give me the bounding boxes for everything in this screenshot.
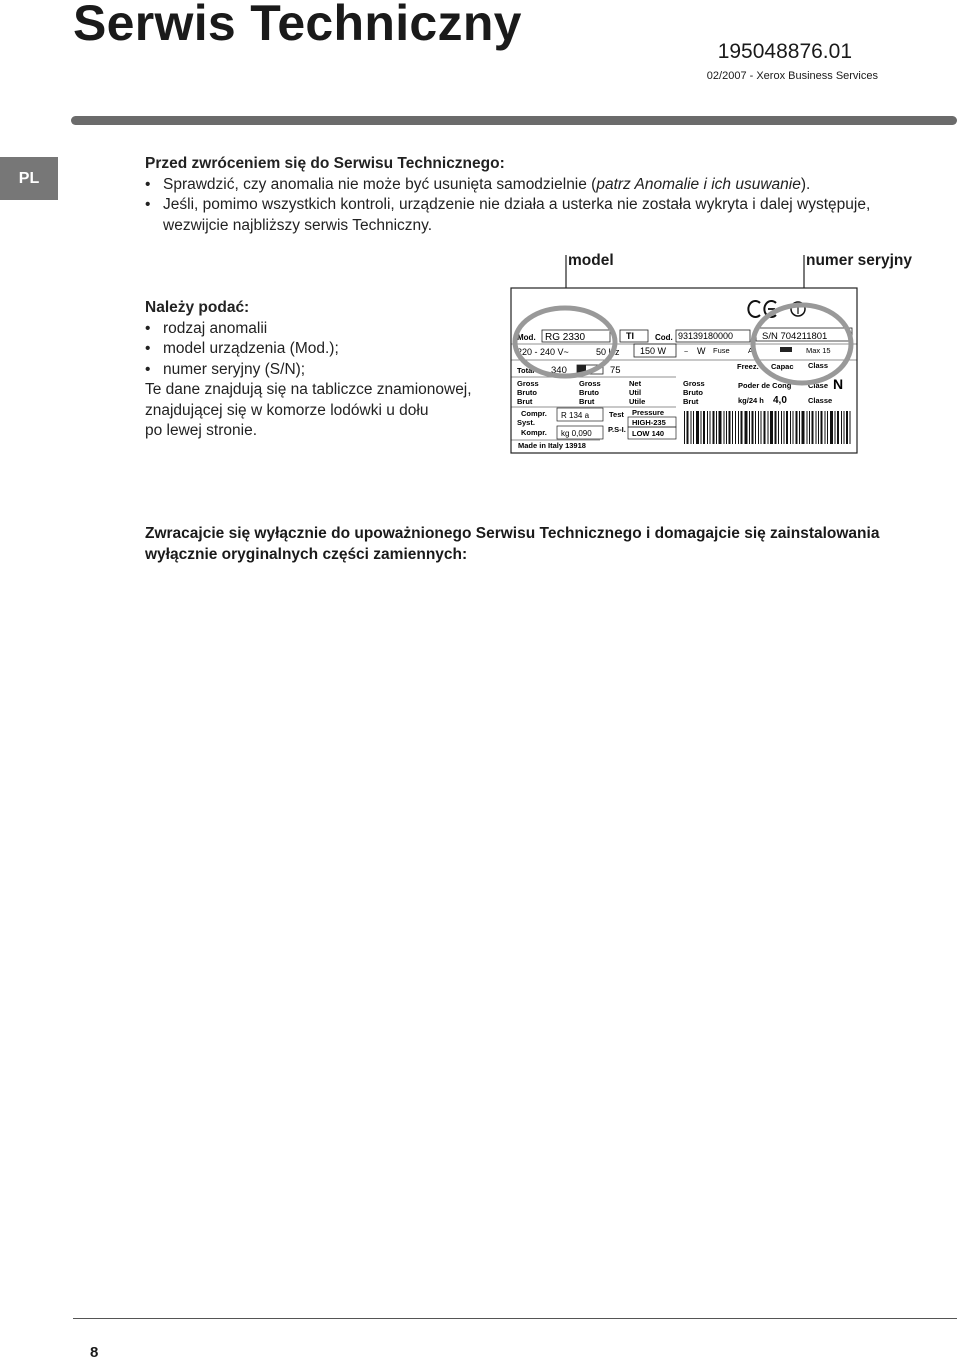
barcode-bar: [710, 411, 711, 444]
barcode-bar: [741, 411, 743, 444]
barcode-bar: [835, 411, 836, 444]
barcode-bar: [749, 411, 750, 444]
callout-model-label: model: [568, 252, 614, 269]
barcode-bar: [716, 411, 717, 444]
barcode-bar: [761, 411, 762, 444]
plate-psi: P.S-I.: [608, 425, 626, 434]
plate-max: Max 15: [806, 346, 831, 355]
barcode-bar: [796, 411, 798, 444]
barcode-bar: [850, 411, 851, 444]
plate-net: Util: [629, 388, 642, 397]
barcode-bar: [724, 411, 725, 444]
provide-item-text: model urządzenia (Mod.);: [163, 340, 339, 357]
plate-kompr: Kompr.: [521, 428, 547, 437]
page-number: 8: [90, 1344, 99, 1361]
barcode-bar: [707, 411, 708, 444]
barcode-bar: [693, 411, 694, 444]
plate-voltage: 220 - 240 V~: [517, 347, 569, 357]
footer-divider: [73, 1318, 957, 1319]
intro-bullet-2-line1: Jeśli, pomimo wszystkich kontroli, urządzenie nie działa a usterka nie została wykryta i dalej występuje,: [163, 196, 871, 213]
plate-freez: Freez.: [737, 362, 759, 371]
notice-text: [145, 523, 945, 565]
barcode-bar: [793, 411, 794, 444]
plate-serial: S/N 704211801: [762, 331, 828, 342]
plate-gross1: Gross: [517, 379, 539, 388]
barcode-bar: [758, 411, 759, 444]
plate-pressure: Pressure: [632, 408, 665, 417]
intro-bullet-1-italic: patrz Anomalie i ich usuwanie: [596, 175, 801, 193]
callout-serial-label: numer seryjny: [806, 252, 912, 269]
barcode-bar: [687, 411, 689, 444]
plate-net: Net: [629, 379, 642, 388]
barcode-bar: [755, 411, 756, 444]
barcode-bar: [768, 411, 769, 444]
plate-gross2: Gross: [579, 379, 601, 388]
barcode-bar: [696, 411, 699, 444]
plate-gross1: Brut: [517, 397, 533, 406]
plate-mod-label: Mod.: [517, 333, 536, 342]
plate-class: Class: [808, 361, 829, 370]
plate-low: LOW 140: [632, 429, 665, 438]
rating-plate-illustration: [0, 0, 960, 470]
plate-gross2: Bruto: [579, 388, 599, 397]
barcode-bar: [821, 411, 823, 444]
provide-item-text: rodzaj anomalii: [163, 319, 268, 337]
plate-capac: Capac: [771, 362, 794, 371]
plate-gross3: Bruto: [683, 388, 703, 397]
plate-made-in: Made in Italy 13918: [518, 441, 586, 450]
barcode-bar: [784, 411, 785, 444]
plate-clase-value: N: [833, 376, 844, 392]
barcode-bar: [786, 411, 788, 444]
barcode-bar: [812, 411, 814, 444]
notice-line: wyłącznie oryginalnych części zamiennych:: [145, 546, 468, 563]
bullet-dot: •: [145, 340, 151, 357]
plate-amp: A: [748, 346, 754, 355]
barcode-bar: [809, 411, 810, 444]
page-title: Serwis Techniczny: [73, 0, 522, 51]
barcode-bar: [719, 411, 722, 444]
bullet-dot: •: [145, 360, 151, 378]
intro-bullet-2-line2: wezwijcie najbliższy serwis Techniczny.: [163, 216, 433, 234]
intro-bullet-1-prefix: Sprawdzić, czy anomalia nie może być usunięta samodzielnie (: [163, 175, 597, 193]
plate-hz: 50 Hz: [596, 347, 620, 357]
barcode-bar: [684, 411, 685, 444]
plate-gross3: Gross: [683, 379, 705, 388]
plate-kg24-value: 4,0: [773, 395, 787, 406]
barcode-bar: [735, 411, 736, 444]
barcode-bar: [701, 411, 702, 444]
barcode-bar: [745, 411, 748, 444]
barcode-bar: [713, 411, 715, 444]
bullet-dot: •: [145, 175, 151, 193]
plate-cod-value: 93139180000: [678, 331, 734, 341]
plate-test: Test: [609, 410, 624, 419]
barcode-bar: [816, 411, 817, 444]
notice-line: Zwracajcie się wyłącznie do upoważnionego Serwisu Technicznego i domagajcie się zainstalowania: [145, 525, 880, 542]
barcode-bar: [770, 411, 773, 444]
provide-note-line: znajdującej się w komorze lodówki u dołu: [145, 401, 429, 419]
barcode-bar: [778, 411, 779, 444]
bullet-dot: •: [145, 196, 151, 213]
document-number: 195048876.01: [717, 40, 852, 63]
plate-fuse: Fuse: [713, 346, 730, 355]
barcode-bar: [827, 411, 828, 444]
language-tab: PL: [0, 157, 58, 200]
plate-refrigerant: R 134 a: [561, 411, 590, 420]
plate-gross1: Bruto: [517, 388, 537, 397]
plate-mod-value: RG 2330: [545, 332, 586, 343]
plate-lamp-icon: ~: [684, 349, 689, 356]
bullet-dot: •: [145, 319, 151, 337]
barcode-bar: [691, 411, 692, 444]
provide-heading: Należy podać:: [145, 299, 250, 316]
plate-star-value: 75: [610, 365, 621, 376]
provide-note-line: po lewej stronie.: [145, 422, 258, 439]
plate-charge: kg 0,090: [561, 429, 592, 438]
barcode-bar: [752, 411, 754, 444]
plate-watts: 150 W: [640, 346, 667, 356]
barcode-bar: [818, 411, 819, 444]
provide-note-line: Te dane znajdują się na tabliczce znamionowej,: [145, 381, 472, 398]
barcode-bar: [732, 411, 733, 444]
plate-clase: Clase: [808, 381, 829, 390]
plate-plug-icon: [780, 347, 792, 352]
barcode-bar: [726, 411, 727, 444]
plate-classe: Classe: [808, 396, 833, 405]
plate-cod-label: Cod.: [655, 333, 673, 342]
barcode-bar: [825, 411, 826, 444]
barcode-bar: [802, 411, 805, 444]
barcode-bar: [807, 411, 808, 444]
barcode-bar: [844, 411, 845, 444]
plate-total-value: 340: [551, 365, 567, 376]
plate-gross2: Brut: [579, 397, 595, 406]
barcode-bar: [781, 411, 782, 444]
barcode-bar: [775, 411, 777, 444]
plate-gross3: Brut: [683, 397, 699, 406]
plate-ti: TI: [626, 331, 634, 341]
barcode-bar: [738, 411, 739, 444]
barcode-bar: [830, 411, 833, 444]
intro-heading: Przed zwróceniem się do Serwisu Technicznego:: [145, 155, 505, 172]
barcode-bar: [729, 411, 731, 444]
barcode-bar: [846, 411, 848, 444]
plate-net: Utile: [629, 397, 646, 406]
barcode-bar: [790, 411, 791, 444]
plate-total-label: Total: [517, 366, 535, 375]
plate-high: HIGH-235: [632, 418, 666, 427]
plate-kg24: kg/24 h: [738, 396, 764, 405]
plate-w2: W: [697, 346, 706, 356]
barcode-bar: [703, 411, 705, 444]
intro-bullet-1-suffix: ).: [800, 175, 811, 193]
barcode-bar: [837, 411, 839, 444]
plate-poder: Poder de Cong: [738, 381, 792, 390]
barcode-bar: [841, 411, 842, 444]
plate-compr: Compr.: [521, 409, 547, 418]
document-date-source: 02/2007 - Xerox Business Services: [706, 70, 878, 82]
provide-item-text: numer seryjny (S/N);: [163, 360, 306, 378]
plate-syst: Syst.: [517, 418, 535, 427]
barcode-bar: [799, 411, 800, 444]
barcode-bar: [764, 411, 766, 444]
